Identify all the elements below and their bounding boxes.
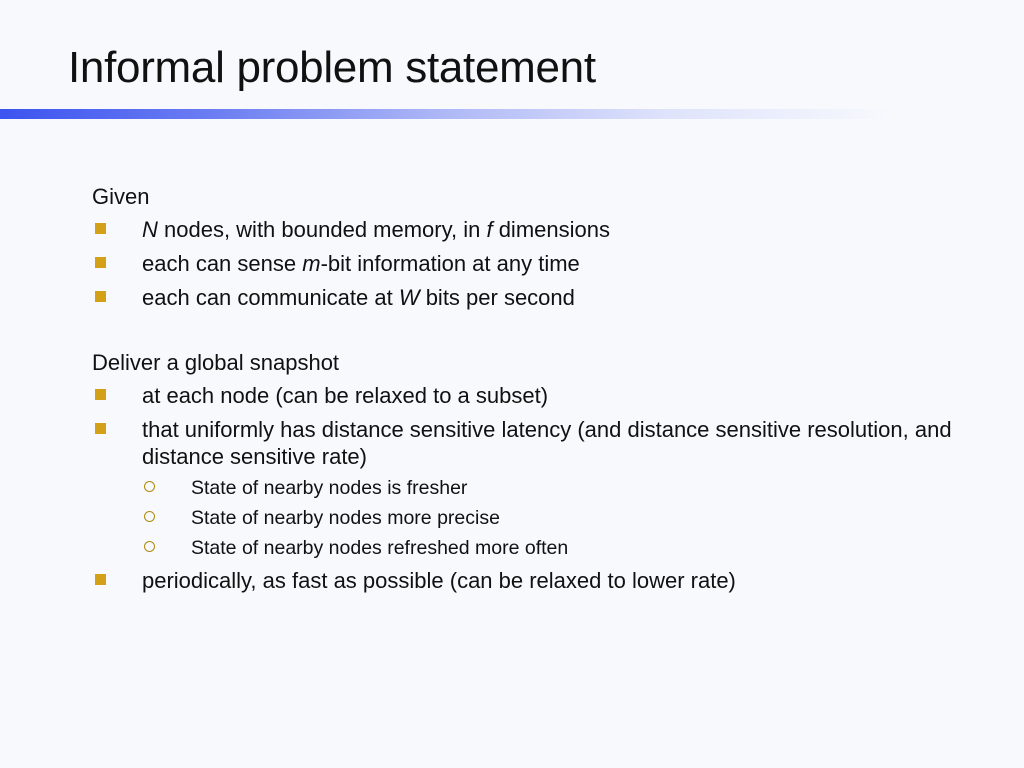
var-f: f [486,217,493,242]
given-item-sense-text2: -bit information at any time [320,251,580,276]
slide-title: Informal problem statement [68,43,596,92]
sub-item-precise [142,506,972,530]
var-m: m [302,251,321,276]
sub-item-fresher-text: State of nearby nodes is fresher [191,477,468,499]
slide-content [92,182,972,601]
sub-item-refreshed-text: State of nearby nodes refreshed more often [191,537,569,559]
square-bullet-icon [95,223,106,234]
deliver-item-periodically-text: periodically, as fast as possible (can be relaxed to lower rate) [142,568,736,593]
square-bullet-icon [95,574,106,585]
var-n: N [142,217,158,242]
given-item-communicate [92,284,972,311]
given-item-sense [92,250,972,277]
title-underline-bar [0,109,890,119]
hollow-circle-bullet-icon [144,511,155,522]
square-bullet-icon [95,389,106,400]
hollow-circle-bullet-icon [144,541,155,552]
given-item-sense-text1: each can sense [142,251,303,276]
deliver-item-latency [92,416,972,560]
section-spacer [92,318,972,348]
deliver-list [92,382,972,594]
deliver-item-latency-text: that uniformly has distance sensitive latency (and distance sensitive resolution, and distance sensitive rate) [142,417,952,469]
sub-item-precise-text: State of nearby nodes more precise [191,507,500,529]
given-item-nodes [92,216,972,243]
deliver-heading: Deliver a global snapshot [92,350,340,375]
deliver-item-periodically [92,567,972,594]
square-bullet-icon [95,291,106,302]
hollow-circle-bullet-icon [144,481,155,492]
given-heading: Given [92,184,150,209]
given-item-nodes-text1: nodes, with bounded memory, in [157,217,487,242]
var-w: W [398,285,420,310]
square-bullet-icon [95,423,106,434]
given-item-nodes-text2: dimensions [492,217,610,242]
latency-sub-list [142,476,972,560]
deliver-item-each-node [92,382,972,409]
square-bullet-icon [95,257,106,268]
sub-item-refreshed [142,536,972,560]
given-item-communicate-text2: bits per second [419,285,575,310]
given-item-communicate-text1: each can communicate at [142,285,399,310]
given-list [92,216,972,311]
deliver-item-each-node-text: at each node (can be relaxed to a subset) [142,383,549,408]
sub-item-fresher [142,476,972,500]
